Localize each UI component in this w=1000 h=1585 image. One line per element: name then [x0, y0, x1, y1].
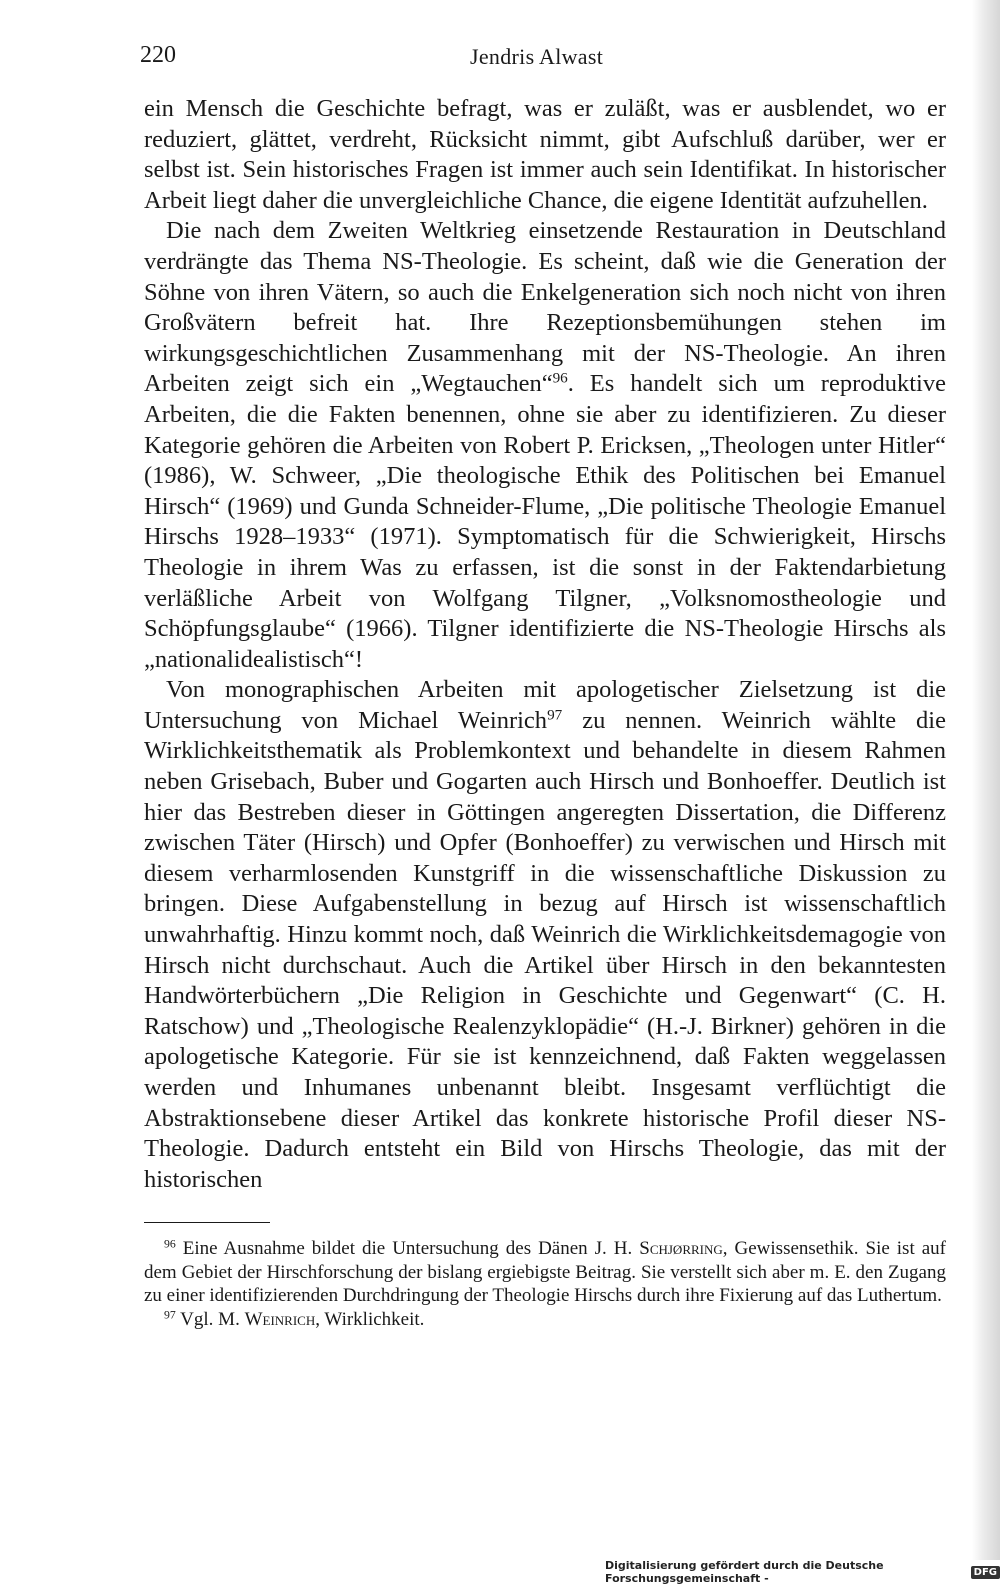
footnote-96 — [144, 1237, 946, 1308]
paragraph-2 — [144, 216, 946, 675]
paragraph-3-text-a: Von monographischen Arbeiten mit apologetischer Zielsetzung ist die Untersuchung von Michael Weinrich — [144, 676, 946, 734]
dfg-logo-icon: DFG — [971, 1566, 1000, 1579]
footnotes — [144, 1237, 946, 1331]
page-number: 220 — [140, 42, 176, 68]
paragraph-1 — [144, 94, 946, 216]
footnote-96-text-a: Eine Ausnahme bildet die Untersuchung des Dänen J. H. — [175, 1238, 640, 1259]
footnote-ref-97: 97 — [547, 706, 563, 724]
paragraph-3 — [144, 675, 946, 1195]
paragraph-2-text-a: Die nach dem Zweiten Weltkrieg einsetzende Restauration in Deutschland verdrängte das Thema NS-Theologie. Es scheint, daß wie die Generation der Söhne von ihren Vätern, so auch die Enkelgeneration sich noch nicht von ihren Großvätern befreit hat. Ihre Rezeptionsbemühungen stehen im wirkungsgeschichtlichen Zusammenhang mit der NS-Theologie. An ihren Arbeiten zeigt sich ein „Wegtauchen“ — [144, 217, 946, 398]
running-head: Jendris Alwast — [470, 44, 604, 69]
footnote-number-96: 96 — [164, 1237, 176, 1251]
footnote-number-97: 97 — [164, 1308, 176, 1322]
body-text — [144, 94, 946, 1195]
footnote-97-text-b: , Wirklichkeit. — [315, 1308, 425, 1330]
paragraph-3-text-b: zu nennen. Weinrich wählte die Wirklichkeitsthematik als Problemkontext und behandelte in diesem Rahmen neben Grisebach, Buber und Gogarten auch Hirsch und Bonhoeffer. Deutlich ist hier das Bestreben dieser in Göttingen angeregten Dissertation, die Differenz zwischen Täter (Hirsch) und Opfer (Bonhoeffer) zu verwischen und Hirsch mit diesem verharmlosenden Kunstgriff in die wissenschaftliche Diskussion zu bringen. Diese Aufgabenstellung in bezug auf Hirsch ist wissenschaftlich unwahrhaftig. Hinzu kommt noch, daß Weinrich die Wirklichkeitsdemagogie von Hirsch nicht durchschaut. Auch die Artikel über Hirsch in den bekanntesten Handwörterbüchern „Die Religion in Geschichte und Gegenwart“ (C. H. Ratschow) und „Theologische Realenzyklopädie“ (H.-J. Birkner) gehören in die apologetische Kategorie. Für sie ist kennzeichnend, daß Fakten weggelassen werden und Inhumanes unbenannt bleibt. Insgesamt verflüchtigt die Abstraktionsebene dieser Artikel das konkrete historische Profil dieser NS-Theologie. Dadurch entsteht ein Bild von Hirschs Theologie, das mit der historischen — [144, 706, 946, 1193]
digitization-note — [605, 1561, 1000, 1583]
footnote-96-author: Schjørring — [639, 1238, 723, 1259]
footnote-97 — [144, 1308, 946, 1332]
paragraph-2-text-b: . Es handelt sich um reproduktive Arbeiten, die die Fakten benennen, ohne sie aber zu identifizieren. Zu dieser Kategorie gehören die Arbeiten von Robert P. Ericksen, „Theologen unter Hitler“ (1986), W. Schweer, „Die theologische Ethik des Politischen bei Emanuel Hirsch“ (1969) und Gunda Schneider-Flume, „Die politische Theologie Emanuel Hirschs 1928–1933“ (1971). Symptomatisch für die Schwierigkeit, Hirschs Theologie in ihrem Was zu erfassen, ist die sonst in der Faktendarbietung verläßliche Arbeit von Wolfgang Tilgner, „Volksnomostheologie und Schöpfungsglaube“ (1966). Tilgner identifizierte die NS-Theologie Hirschs als „nationalidealistisch“! — [144, 370, 946, 673]
digitization-note-text: Digitalisierung gefördert durch die Deutsche Forschungsgemeinschaft - — [605, 1559, 884, 1585]
footnote-separator — [144, 1222, 270, 1223]
footnote-97-text-a: Vgl. M. — [175, 1308, 245, 1330]
footnote-97-author: Weinrich — [244, 1308, 316, 1330]
page-header — [140, 42, 946, 82]
footnote-96-text-b: , Gewissensethik. Sie ist auf dem Gebiet der Hirschforschung der bislang ergiebigste Beitrag. Sie verstellt sich aber m. E. den Zugang zu einer identifizierenden Durchdringung der Theologie Hirschs durch ihre Fixierung auf das Luthertum. — [144, 1238, 946, 1307]
footnote-ref-96: 96 — [552, 370, 568, 387]
paragraph-1-text: ein Mensch die Geschichte befragt, was er zuläßt, was er ausblendet, wo er reduziert, glättet, verdreht, Rücksicht nimmt, gibt Aufschluß darüber, wer er selbst ist. Sein historisches Fragen ist immer auch sein Identifikat. In historischer Arbeit liegt daher die unvergleichliche Chance, die eigene Identität aufzuhellen. — [144, 95, 946, 214]
scan-page-edge — [972, 0, 1000, 1560]
